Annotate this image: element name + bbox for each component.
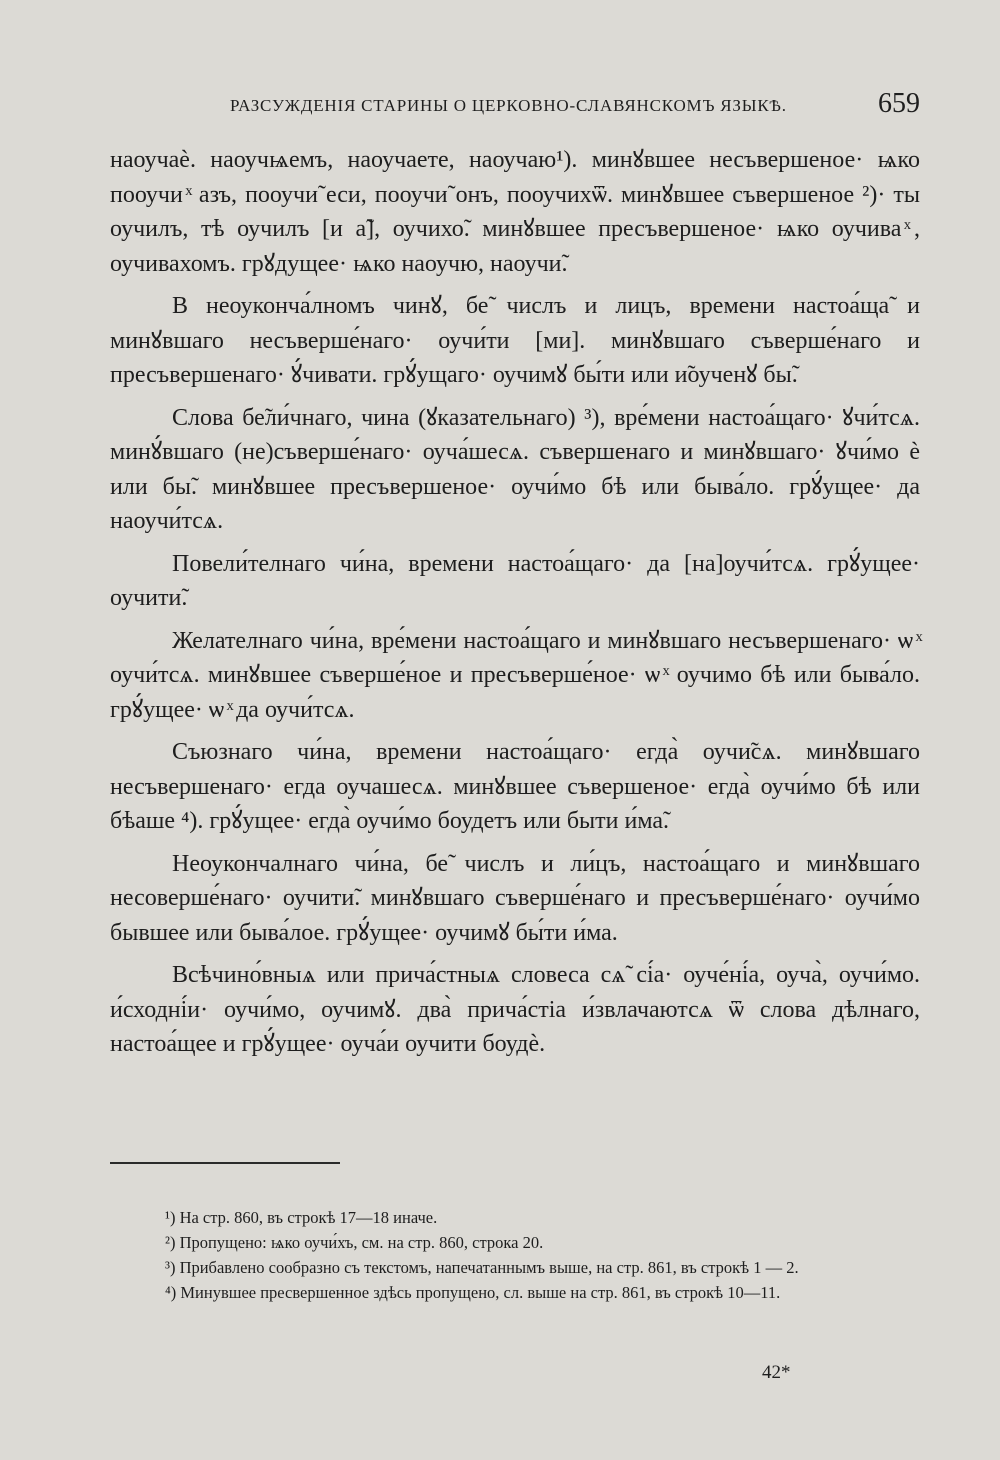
paragraph: Съюзнаго чи́на, времени настоа́щаго· егда̀ оучи̃сѧ. минꙋвшаго несъвершенаго· егда оучашесѧ. минꙋвшее съвершеное· егда̀ оучи́мо бѣ или бѣаше ⁴). грꙋ́ущее· егда̀ оучи́мо боудетъ или быти и́ма̃. [110,739,920,834]
running-header [230,88,920,128]
footnote: ¹) На стр. 860, въ строкѣ 17—18 иначе. [165,1208,438,1227]
paragraph: Повели́телнаго чи́на, времени настоа́щаго· да [на]оучи́тсѧ. грꙋ́ущее· оучити̃. [110,550,920,611]
paragraph: наоучаѐ. наоучѩемъ, наоучаете, наоучаю¹). минꙋвшее несъвершеное· ѩко пооучи ͯ азъ, пооучи̃ еси, пооучи̃ онъ, пооучихѿ. минꙋвшее съвершеное ²)· ты оучилъ, тѣ оучилъ [и а̃], оучихо̃. минꙋвшее пресъвершеное· ѩко оучива ͯ, оучивахомъ. грꙋдущее· ѩко наоучю, наоучи̃. [110,147,920,277]
running-title: РАЗСУЖДЕНІЯ СТАРИНЫ О ЦЕРКОВНО-СЛАВЯНСКОМЪ ЯЗЫКѢ. [230,96,787,115]
paragraph: Слова бе̃ли́чнаго, чина (ꙋказательнаго) ³), вре́мени настоа́щаго· ꙋчи́тсѧ. минꙋ́вшаго (не)съверше́наго· оуча́шесѧ. съвершенаго и минꙋвшаго· ꙋчи́мо ѐ или бы̃. минꙋвшее пресъвершеное· оучи́мо бѣ или быва́ло. грꙋ́ущее· да наоучи́тсѧ. [110,404,920,534]
signature-mark: 42* [762,1362,791,1383]
footnotes [110,1205,920,1305]
paragraph: Желателнаго чи́на, вре́мени настоа́щаго и минꙋвшаго несъвершенаго· ѡ ͯ оучи́тсѧ. минꙋвшее съверше́ное и пресъверше́ное· ѡ ͯ оучимо бѣ или быва́ло. грꙋ́ущее· ѡ ͯ да оучи́тсѧ. [110,627,920,723]
footnote-divider [110,1162,340,1164]
paragraph: Неоукончалнаго чи́на, бе̃ числъ и ли́цъ, настоа́щаго и минꙋвшаго несоверше́наго· оучити̃. минꙋвшаго съверше́наго и пресъверше́наго· оучи́мо бывшее или быва́лое. грꙋ́ущее· оучимꙋ бы́ти и́ма. [110,850,920,946]
footnote: ⁴) Минувшее пресвершенное здѣсь пропущено, сл. выше на стр. 861, въ строкѣ 10—11. [165,1283,781,1302]
main-text [110,143,920,1070]
footnote: ²) Пропущено: ѩко оучи́хъ, см. на стр. 860, строка 20. [165,1233,544,1252]
paragraph: В неоуконча́лномъ чинꙋ, бе̃ числъ и лицъ, времени настоа́ща̃ и минꙋвшаго несъверше́наго· оучи́ти [ми]. минꙋвшаго съверше́наго и пресъвершенаго· ꙋ́чивати. грꙋ́ущаго· оучимꙋ бы́ти или и̃оученꙋ бы̃. [110,293,920,388]
page-number: 659 [878,88,920,119]
footnote: ³) Прибавлено сообразно съ текстомъ, напечатаннымъ выше, на стр. 861, въ строкѣ 1 — 2. [165,1258,799,1277]
paragraph: Всѣчино́вныѧ или прича́стныѧ словеса сѧ̃ сі́а· оуче́ні́а, оуча̀, оучи́мо. и́сходні́и· оучи́мо, оучимꙋ. два̀ прича́стіа и́звлачаютсѧ ѿ слова дѣлнаго, настоа́щее и грꙋ́ущее· оуча́и оучити боудѐ. [110,962,920,1057]
